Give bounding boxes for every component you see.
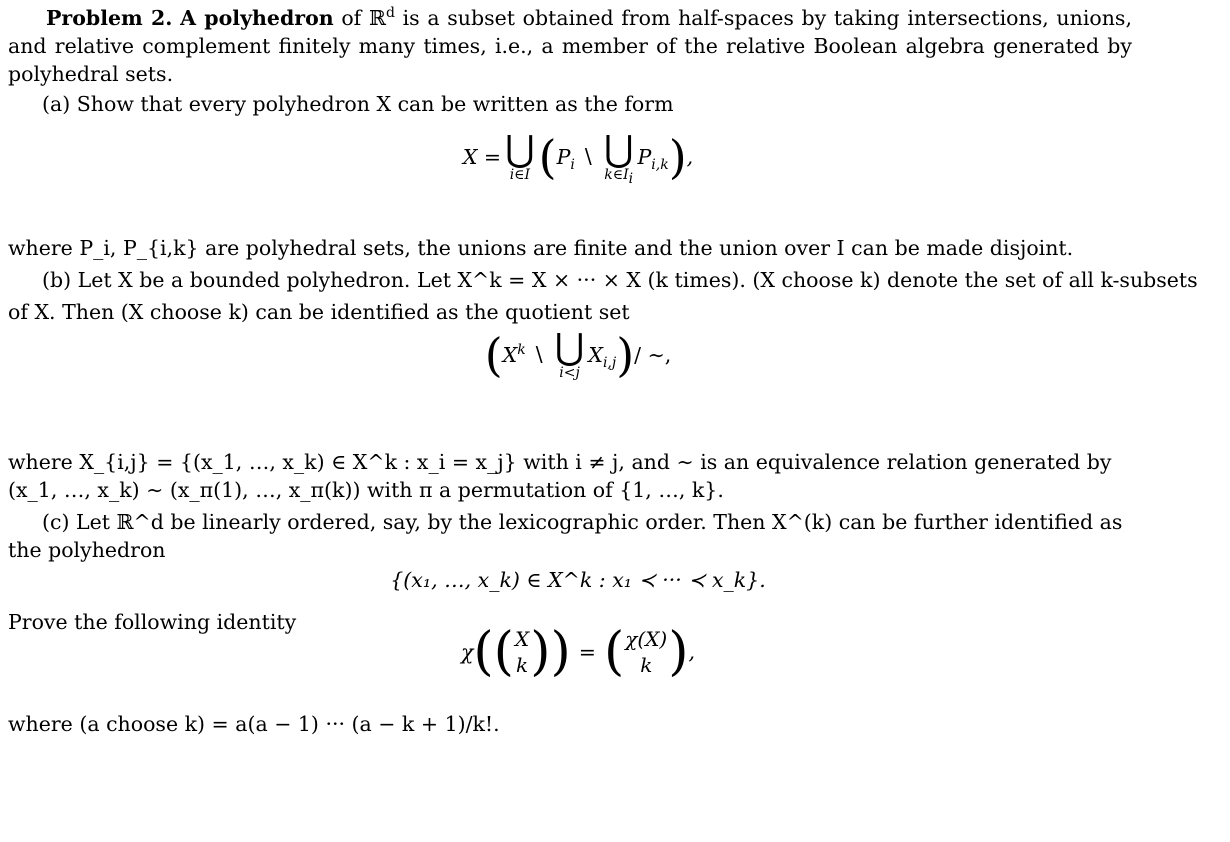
- formula-a-p: $P_i$: [556, 145, 575, 174]
- part-a-text: (a) Show that every polyhedron X can be written as the form: [42, 92, 674, 116]
- binom-right: ( χ(X) k ): [603, 622, 689, 682]
- part-a-after: where P_i, P_{i,k} are polyhedral sets, the unions are finite and the union over I can be made disjoint.: [8, 236, 1074, 260]
- part-c-line2: the polyhedron: [8, 538, 166, 562]
- formula-a-lhs: X =: [462, 145, 502, 169]
- part-c-line1: (c) Let ℝ^d be linearly ordered, say, by the lexicographic order. Then X^(k) can be further identified as: [42, 510, 1123, 534]
- formula-a-pk: $P_{i,k}$: [637, 145, 669, 174]
- union-operator-b: ⋃ i<j: [554, 327, 585, 381]
- problem-heading: Problem 2.: [46, 6, 173, 30]
- problem-intro: [8, 4, 1132, 88]
- part-c-formula: {(x₁, …, x_k) ∈ X^k : x₁ ≺ ··· ≺ x_k}.: [390, 568, 766, 592]
- binom-left: (( X k )): [473, 622, 571, 682]
- union-operator-inner: ⋃ $k\in I_i$: [603, 129, 634, 187]
- union-operator: ⋃ i∈I: [505, 129, 535, 183]
- problem-intro-text: of ℝ$^d$ is a subset obtained from half-spaces by taking intersections, unions, and relative complement finitely many times, i.e., a member of the relative Boolean algebra generated by polyhedral sets.: [8, 5, 1132, 86]
- part-b-after1: where X_{i,j} = {(x_1, …, x_k) ∈ X^k : x_i = x_j} with i ≠ j, and ∼ is an equivalence relation generated by: [8, 450, 1112, 474]
- part-c-where: where (a choose k) = a(a − 1) ··· (a − k + 1)/k!.: [8, 712, 500, 736]
- part-b-formula: ( $X^k$ ∖ ⋃ i<j $X_{i,j}$ ) / ∼,: [484, 327, 672, 382]
- part-a-formula: X = ⋃ i∈I ( $P_i$ ∖ ⋃ $k\in I_i$ $P_{i,k}$ ) ,: [462, 129, 694, 187]
- part-b-after2: (x_1, …, x_k) ∼ (x_π(1), …, x_π(k)) with π a permutation of {1, …, k}.: [8, 478, 724, 502]
- identity-formula: χ (( X k )) = ( χ(X) k ) ,: [460, 622, 696, 682]
- part-b-line2: of X. Then (X choose k) can be identified as the quotient set: [8, 300, 630, 324]
- part-c-prove: Prove the following identity: [8, 610, 297, 634]
- problem-term: A polyhedron: [180, 6, 334, 30]
- part-b-line1: (b) Let X be a bounded polyhedron. Let X^k = X × ··· × X (k times). (X choose k) denote the set of all k-subsets: [42, 268, 1198, 292]
